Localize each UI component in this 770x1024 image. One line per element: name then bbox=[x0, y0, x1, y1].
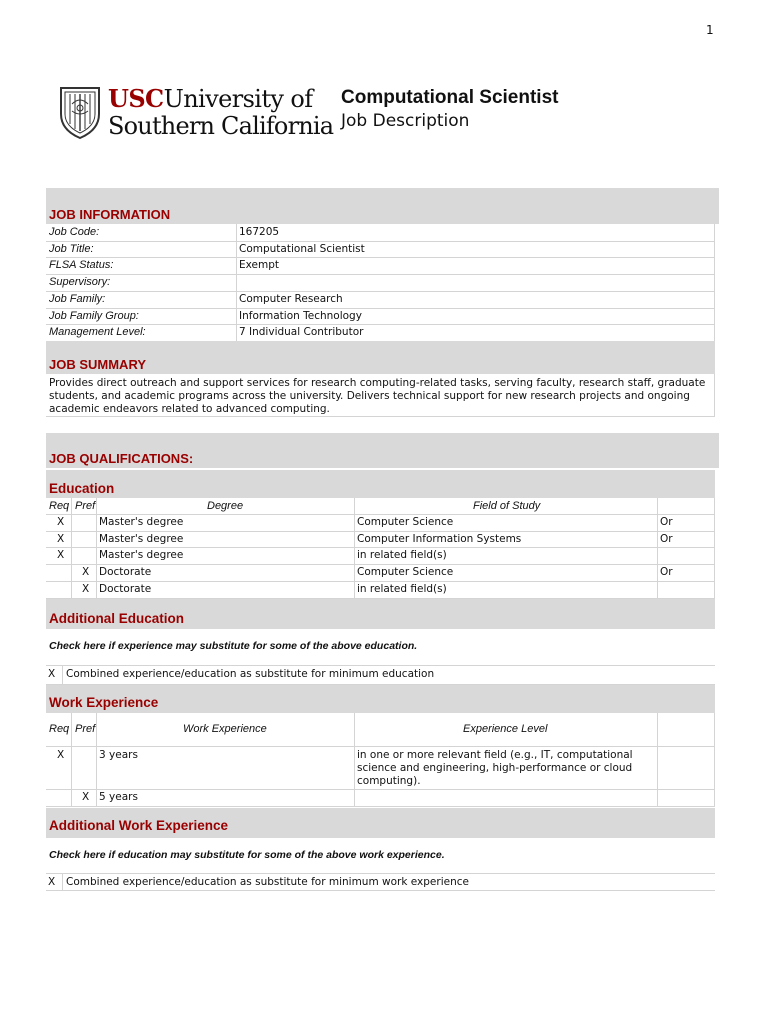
divider bbox=[46, 806, 715, 807]
usc-logo bbox=[58, 84, 334, 142]
divider bbox=[96, 713, 97, 806]
job-summary-line-2: students, and academic programs across the university. Delivers technical support for new research projects and ongoing bbox=[49, 390, 690, 402]
divider bbox=[714, 713, 715, 806]
job-info-label: Job Title: bbox=[49, 242, 94, 255]
work-experience-heading: Work Experience bbox=[49, 695, 159, 710]
job-info-label: Job Family Group: bbox=[49, 309, 139, 322]
divider bbox=[46, 564, 715, 565]
logo-text-line1: USCUniversity of bbox=[108, 84, 313, 113]
divider bbox=[46, 873, 715, 874]
job-info-label: Job Code: bbox=[49, 226, 100, 238]
education-header-field: Field of Study bbox=[473, 500, 541, 512]
education-conjunction: Or bbox=[660, 516, 673, 528]
work-experience-years: 3 years bbox=[99, 749, 138, 761]
additional-work-experience-heading: Additional Work Experience bbox=[49, 818, 229, 833]
job-information-heading: JOB INFORMATION bbox=[49, 207, 171, 222]
divider bbox=[46, 547, 715, 548]
divider bbox=[71, 713, 72, 806]
divider bbox=[354, 713, 355, 806]
education-conjunction: Or bbox=[660, 532, 673, 545]
additional-education-heading: Additional Education bbox=[49, 611, 184, 626]
work-experience-level: in one or more relevant field (e.g., IT, computational bbox=[357, 749, 633, 761]
divider bbox=[46, 665, 715, 666]
education-degree: Master's degree bbox=[99, 549, 184, 562]
divider bbox=[46, 789, 715, 790]
divider bbox=[62, 873, 63, 891]
job-summary-heading: JOB SUMMARY bbox=[49, 357, 147, 372]
work-experience-years: 5 years bbox=[99, 791, 138, 803]
divider bbox=[62, 665, 63, 684]
work-pref-mark: X bbox=[82, 791, 90, 803]
education-field: in related field(s) bbox=[357, 582, 447, 595]
education-conjunction: Or bbox=[660, 566, 673, 579]
job-info-value: 7 Individual Contributor bbox=[239, 326, 364, 339]
logo-text-line2: Southern California bbox=[108, 112, 334, 140]
additional-work-experience-item: Combined experience/education as substitute for minimum work experience bbox=[66, 876, 469, 888]
divider bbox=[354, 498, 355, 598]
divider bbox=[657, 713, 658, 806]
divider bbox=[46, 890, 715, 891]
divider bbox=[46, 257, 715, 258]
education-degree: Master's degree bbox=[99, 532, 184, 545]
job-qualifications-heading: JOB QUALIFICATIONS: bbox=[49, 451, 194, 466]
education-header-degree: Degree bbox=[207, 500, 244, 512]
job-info-label: Supervisory: bbox=[49, 276, 111, 289]
additional-work-experience-note: Check here if education may substitute for some of the above work experience. bbox=[49, 849, 445, 861]
job-info-label: Job Family: bbox=[49, 292, 106, 305]
work-experience-level: science and engineering, high-performance or cloud bbox=[357, 762, 633, 774]
job-info-value: 167205 bbox=[239, 226, 280, 238]
education-header-req: Req bbox=[49, 500, 70, 512]
divider bbox=[714, 224, 715, 341]
education-pref-mark: X bbox=[82, 582, 90, 595]
job-info-label: Management Level: bbox=[49, 326, 146, 339]
divider bbox=[46, 291, 715, 292]
page-number: 1 bbox=[706, 23, 714, 37]
job-summary-band bbox=[46, 341, 715, 374]
job-info-label: FLSA Status: bbox=[49, 259, 114, 272]
education-req-mark: X bbox=[57, 549, 65, 562]
work-experience-level: computing). bbox=[357, 775, 421, 787]
work-header-req: Req bbox=[49, 723, 70, 735]
divider bbox=[71, 498, 72, 598]
additional-work-experience-check: X bbox=[48, 876, 56, 888]
document-title: Computational Scientist bbox=[341, 87, 559, 108]
education-req-mark: X bbox=[57, 516, 65, 528]
divider bbox=[46, 531, 715, 532]
work-header-experience: Work Experience bbox=[183, 723, 267, 735]
additional-education-item: Combined experience/education as substitute for minimum education bbox=[66, 668, 435, 680]
divider bbox=[46, 241, 715, 242]
education-heading: Education bbox=[49, 481, 115, 496]
work-header-pref: Pref bbox=[75, 723, 96, 735]
education-degree: Doctorate bbox=[99, 566, 152, 579]
job-info-value: Computational Scientist bbox=[239, 242, 365, 255]
education-field: Computer Science bbox=[357, 516, 454, 528]
education-degree: Master's degree bbox=[99, 516, 184, 528]
education-band bbox=[46, 470, 715, 498]
education-field: in related field(s) bbox=[357, 549, 447, 562]
divider bbox=[46, 308, 715, 309]
additional-education-note: Check here if experience may substitute for some of the above education. bbox=[49, 640, 418, 652]
divider bbox=[46, 274, 715, 275]
divider bbox=[96, 498, 97, 598]
divider bbox=[714, 498, 715, 598]
divider bbox=[46, 514, 715, 515]
job-info-value: Information Technology bbox=[239, 309, 362, 322]
education-header-pref: Pref bbox=[75, 500, 96, 512]
usc-seal-icon bbox=[58, 84, 102, 140]
work-req-mark: X bbox=[57, 749, 65, 761]
job-info-value: Computer Research bbox=[239, 292, 343, 305]
education-pref-mark: X bbox=[82, 566, 90, 579]
divider bbox=[714, 374, 715, 416]
divider bbox=[236, 224, 237, 341]
divider bbox=[46, 416, 715, 417]
education-req-mark: X bbox=[57, 532, 65, 545]
divider bbox=[657, 498, 658, 598]
divider bbox=[46, 746, 715, 747]
education-field: Computer Information Systems bbox=[357, 532, 522, 545]
work-header-level: Experience Level bbox=[463, 723, 548, 735]
education-field: Computer Science bbox=[357, 566, 454, 579]
divider bbox=[46, 324, 715, 325]
job-summary-line-1: Provides direct outreach and support services for research computing-related tasks, serving faculty, research staff, graduate bbox=[49, 377, 706, 389]
document-subtitle: Job Description bbox=[341, 111, 470, 131]
job-info-value: Exempt bbox=[239, 259, 279, 272]
education-degree: Doctorate bbox=[99, 582, 152, 595]
divider bbox=[46, 581, 715, 582]
additional-education-check: X bbox=[48, 668, 56, 680]
job-summary-line-3: academic endeavors related to advanced computing. bbox=[49, 403, 330, 415]
